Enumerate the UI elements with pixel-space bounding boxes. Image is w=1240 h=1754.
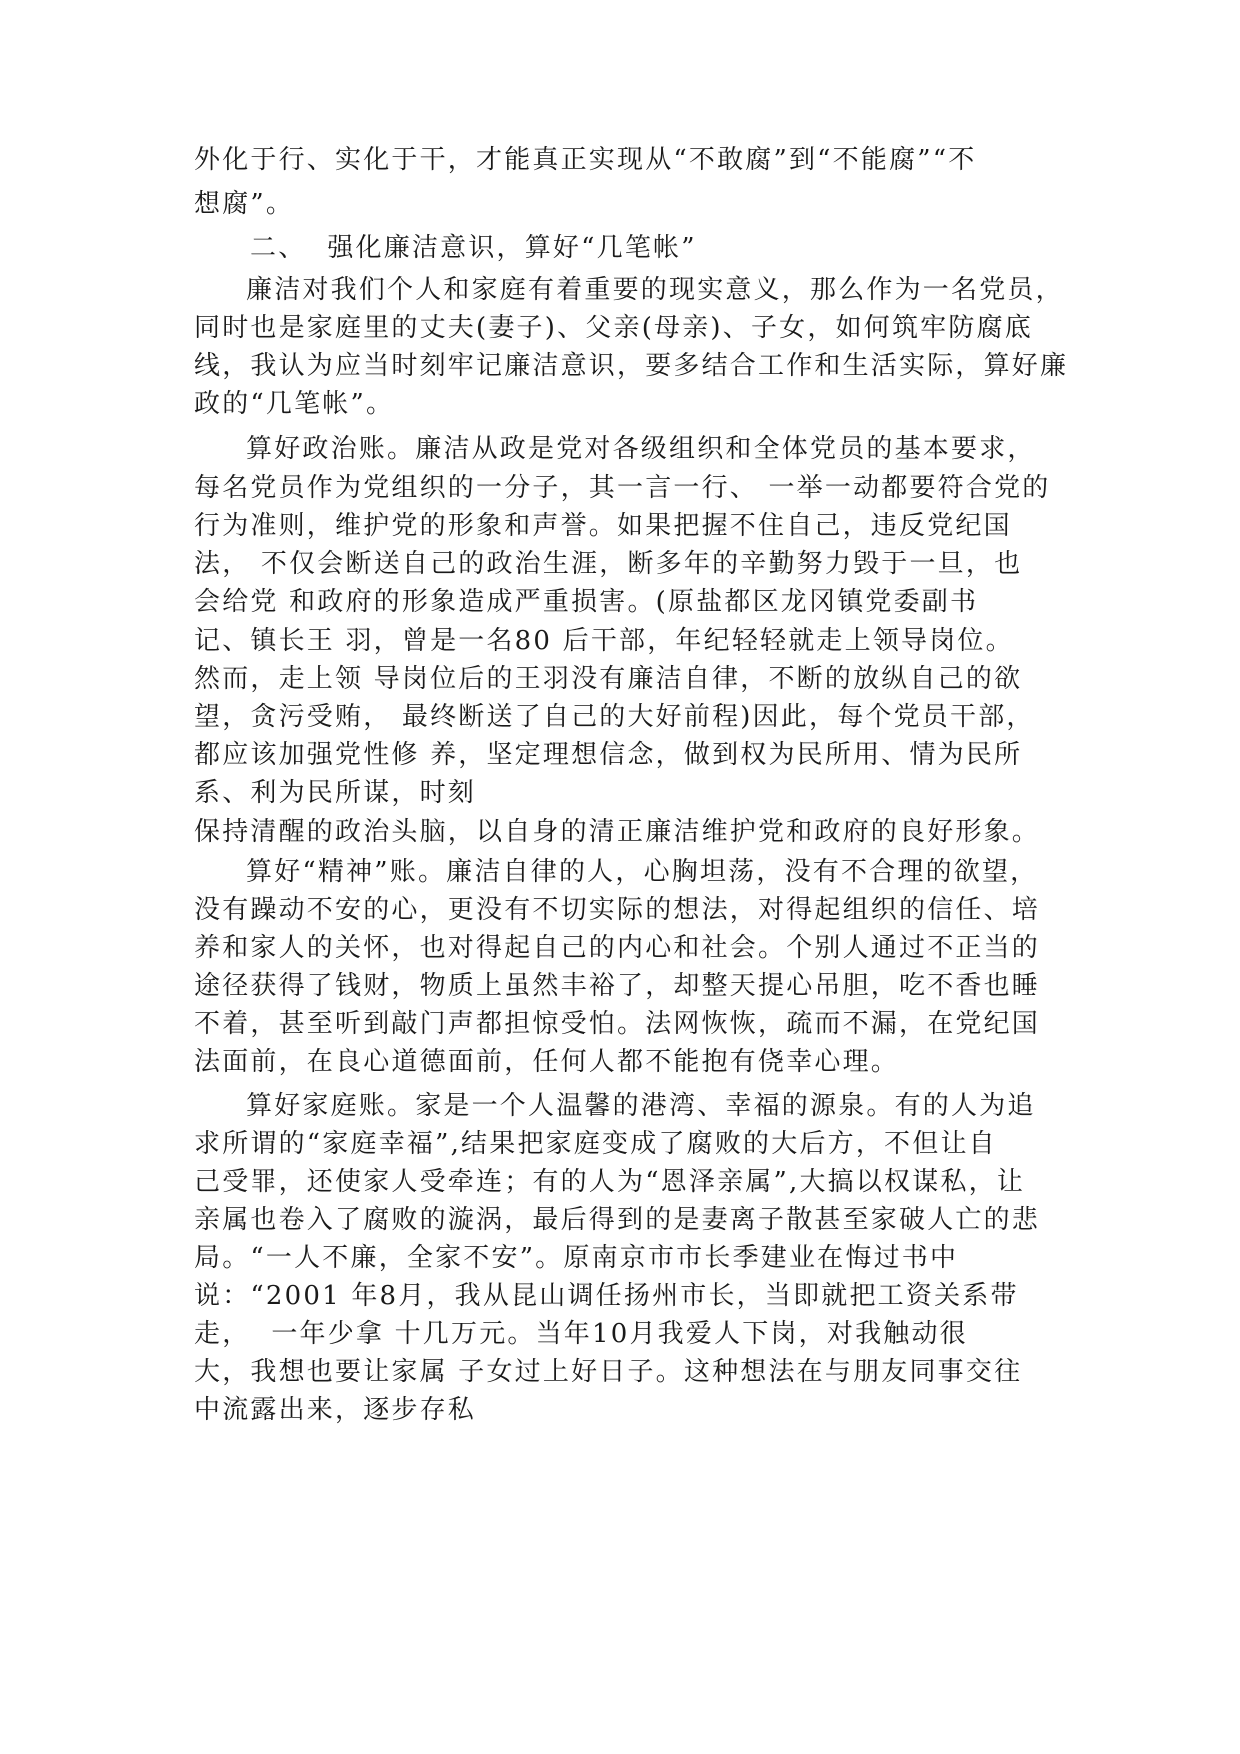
body-text-line: 保持清醒的政治头脑，以自身的清正廉洁维护党和政府的良好形象。 <box>194 817 1041 847</box>
body-text-line: 没有躁动不安的心，更没有不切实际的想法，对得起组织的信任、培 <box>194 895 1041 925</box>
body-text-line: 廉洁对我们个人和家庭有着重要的现实意义，那么作为一名党员， <box>246 275 1064 305</box>
body-text-line: 记、镇长王 羽，曾是一名80 后干部，年纪轻轻就走上领导岗位。 <box>194 626 1014 656</box>
body-text-line: 算好政治账。廉洁从政是党对各级组织和全体党员的基本要求， <box>246 434 1036 464</box>
body-text-line: 望，贪污受贿， 最终断送了自己的大好前程)因此，每个党员干部， <box>194 702 1035 732</box>
body-text-line: 局。“一人不廉，全家不安”。原南京市市长季建业在悔过书中 <box>194 1243 959 1273</box>
body-text-line: 算好“精神”账。廉洁自律的人，心胸坦荡，没有不合理的欲望， <box>246 857 1039 887</box>
body-text-line: 中流露出来，逐步存私 <box>194 1395 477 1425</box>
body-text-line: 大，我想也要让家属 子女过上好日子。这种想法在与朋友同事交往 <box>194 1357 1023 1387</box>
body-text-line: 系、利为民所谋，时刻 <box>194 778 477 808</box>
body-text-line: 说：“2001 年8月，我从昆山调任扬州市长，当即就把工资关系带 <box>194 1281 1019 1311</box>
body-text-line: 想腐”。 <box>194 189 295 219</box>
body-text-line: 然而，走上领 导岗位后的王羽没有廉洁自律，不断的放纵自己的欲 <box>194 664 1023 694</box>
body-text-line: 算好家庭账。家是一个人温馨的港湾、幸福的源泉。有的人为追 <box>246 1091 1036 1121</box>
section-heading: 二、 强化廉洁意识，算好“几笔帐” <box>250 233 697 263</box>
body-text-line: 同时也是家庭里的丈夫(妻子)、父亲(母亲)、子女，如何筑牢防腐底 <box>194 313 1033 343</box>
body-text-line: 线，我认为应当时刻牢记廉洁意识，要多结合工作和生活实际，算好廉 <box>194 351 1069 381</box>
body-text-line: 行为准则，维护党的形象和声誉。如果把握不住自己，违反党纪国 <box>194 511 1012 541</box>
body-text-line: 法， 不仅会断送自己的政治生涯，断多年的辛勤努力毁于一旦，也 <box>194 549 1023 579</box>
body-text-line: 亲属也卷入了腐败的漩涡，最后得到的是妻离子散甚至家破人亡的悲 <box>194 1205 1041 1235</box>
body-text-line: 求所谓的“家庭幸福”,结果把家庭变成了腐败的大后方，不但让自 <box>194 1129 997 1159</box>
body-text-line: 政的“几笔帐”。 <box>194 389 395 419</box>
body-text-line: 不着，甚至听到敲门声都担惊受怕。法网恢恢，疏而不漏，在党纪国 <box>194 1009 1041 1039</box>
body-text-line: 都应该加强党性修 养，坚定理想信念，做到权为民所用、情为民所 <box>194 740 1023 770</box>
body-text-line: 会给党 和政府的形象造成严重损害。(原盐都区龙冈镇党委副书 <box>194 587 979 617</box>
body-text-line: 途径获得了钱财，物质上虽然丰裕了，却整天提心吊胆，吃不香也睡 <box>194 971 1041 1001</box>
body-text-line: 外化于行、实化于干，才能真正实现从“不敢腐”到“不能腐”“不 <box>194 145 977 175</box>
body-text-line: 养和家人的关怀，也对得起自己的内心和社会。个别人通过不正当的 <box>194 933 1041 963</box>
body-text-line: 每名党员作为党组织的一分子，其一言一行、 一举一动都要符合党的 <box>194 473 1051 503</box>
body-text-line: 己受罪，还使家人受牵连；有的人为“恩泽亲属”,大搞以权谋私，让 <box>194 1167 1026 1197</box>
body-text-line: 走， 一年少拿 十几万元。当年10月我爱人下岗，对我触动很 <box>194 1319 968 1349</box>
body-text-line: 法面前，在良心道德面前，任何人都不能抱有侥幸心理。 <box>194 1047 900 1077</box>
